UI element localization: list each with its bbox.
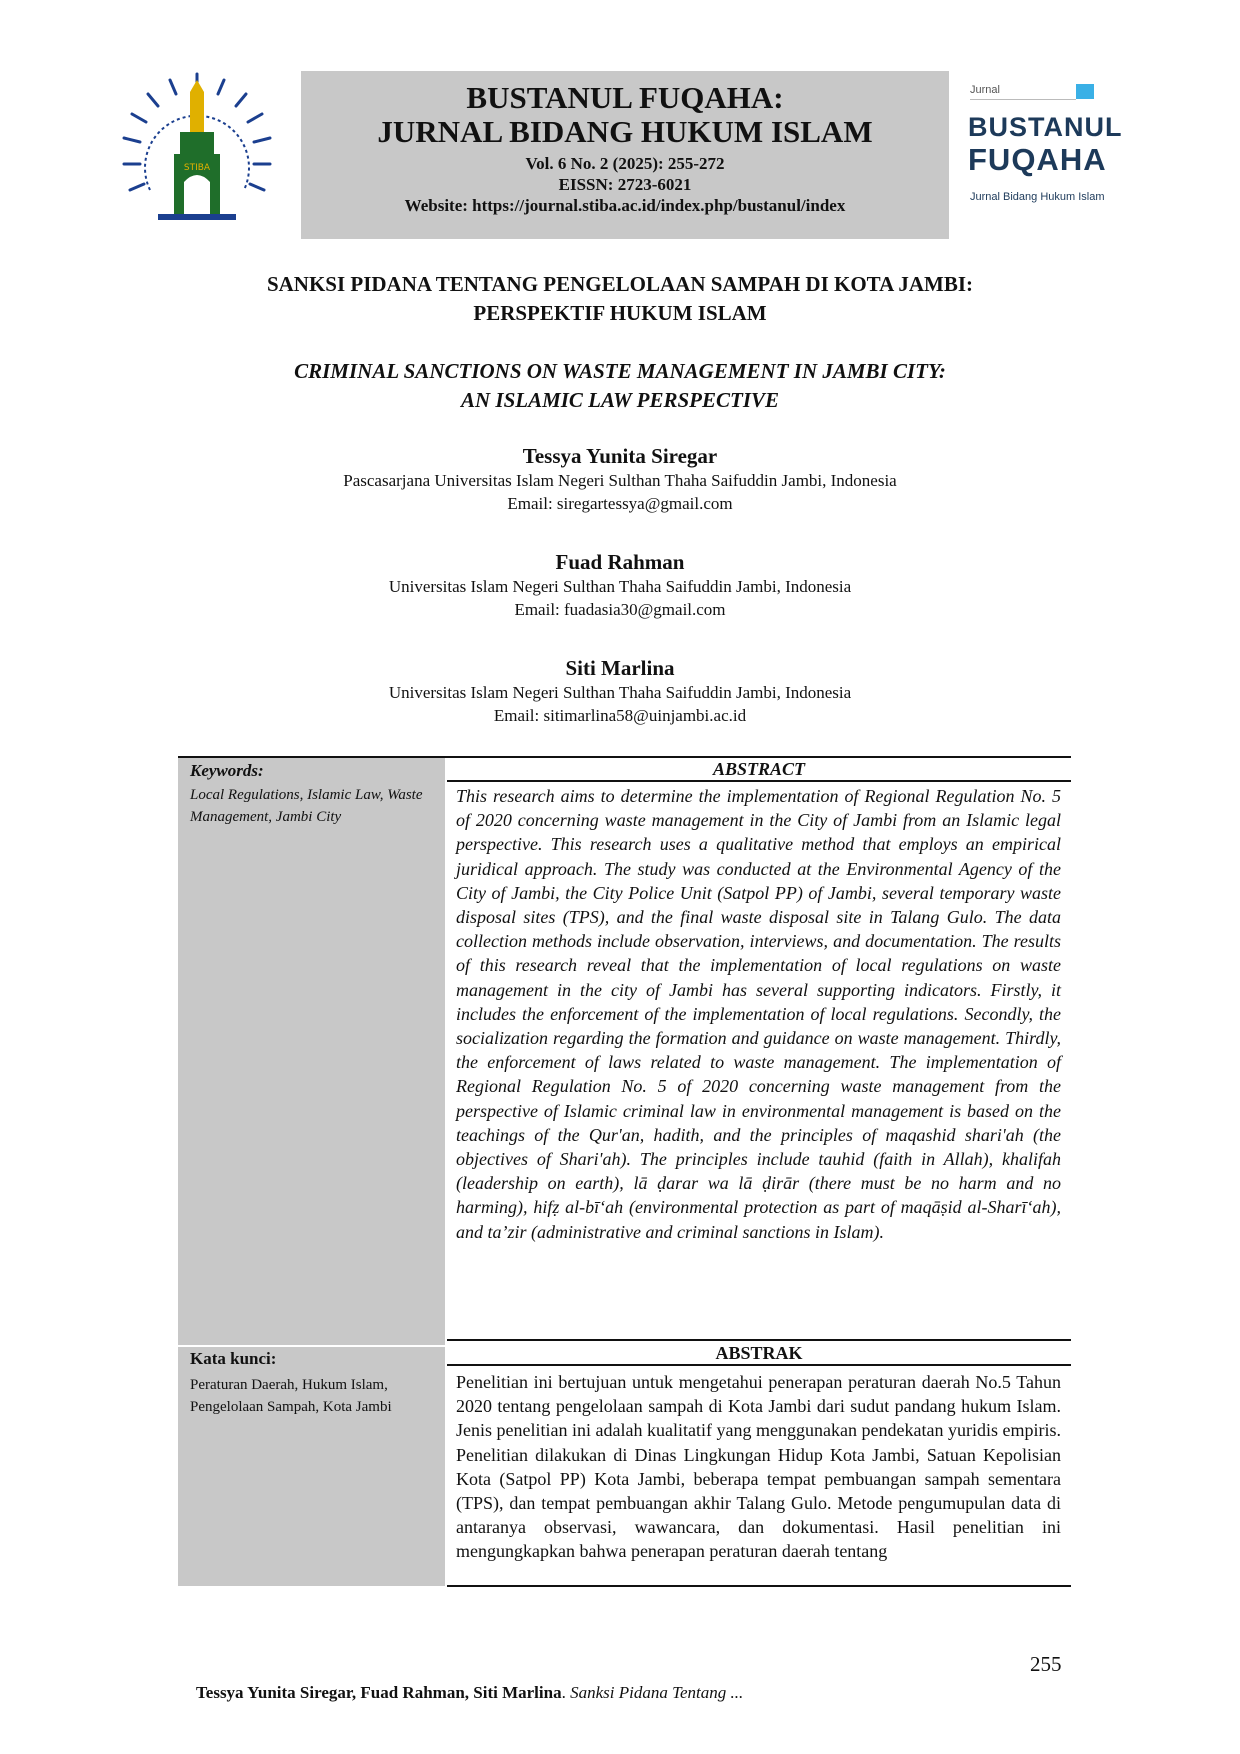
footer-short-title: Sanksi Pidana Tentang ... xyxy=(570,1683,744,1702)
author-name: Fuad Rahman xyxy=(555,550,685,574)
stiba-emblem-logo xyxy=(118,70,276,230)
title-id-line2: PERSPEKTIF HUKUM ISLAM xyxy=(473,301,767,325)
author-affiliation: Universitas Islam Negeri Sulthan Thaha Saifuddin Jambi, Indonesia xyxy=(388,683,852,702)
article-title-english xyxy=(150,357,1090,415)
abstract-bottom-rule xyxy=(447,1339,1071,1341)
journal-title-line1: BUSTANUL FUQAHA: xyxy=(466,80,784,115)
logo-word-2: FUQAHA xyxy=(968,142,1107,177)
page-number: 255 xyxy=(1030,1652,1062,1676)
logo-word-1: BUSTANUL xyxy=(968,112,1123,142)
title-en-line2: AN ISLAMIC LAW PERSPECTIVE xyxy=(460,388,780,412)
journal-website[interactable]: Website: https://journal.stiba.ac.id/index.php/bustanul/index xyxy=(404,196,846,215)
bustanul-fuqaha-logo xyxy=(960,80,1123,210)
author-email[interactable]: Email: siregartessya@gmail.com xyxy=(507,494,733,513)
journal-eissn: EISSN: 2723-6021 xyxy=(558,175,692,194)
author-email[interactable]: Email: fuadasia30@gmail.com xyxy=(514,600,726,619)
keywords-column xyxy=(178,758,445,1586)
title-id-line1: SANKSI PIDANA TENTANG PENGELOLAAN SAMPAH DI KOTA JAMBI: xyxy=(266,272,974,296)
abstract-text: This research aims to determine the implementation of Regional Regulation No. 5 of 2020 concerning waste management in the City of Jambi from an Islamic legal perspective. This research uses a qualitative method that employs an empirical juridical approach. The study was conducted at the Environmental Agency of the City of Jambi, the City Police Unit (Satpol PP) of Jambi, several temporary waste disposal sites (TPS), and the final waste disposal site in Talang Gulo. The data collection methods include observation, interviews, and documentation. The results of this research reveal that the implementation of local regulations on waste management in the city of Jambi has several supporting indicators. Firstly, it includes the enforcement of the implementation of local regulations. Secondly, the socialization regarding the formation and guidance on waste management. Thirdly, the enforcement of laws related to waste management. The implementation of Regional Regulation No. 5 of 2020 concerning waste management from the perspective of Islamic criminal law in environmental management is based on the teachings of the Qur'an, hadith, and the principles of maqashid shari'ah (the objectives of Shari'ah). The principles include tauhid (faith in Allah), khalifah (leadership on earth), lā ḍarar wa lā ḍirār (there must be no harm and no harming), hifẓ al-bīʻah (environmental protection as part of maqāṣid al-Sharīʻah), and ta’zir (administrative and criminal sanctions in Islam). xyxy=(456,786,1061,1242)
footer-authors: Tessya Yunita Siregar, Fuad Rahman, Siti Marlina xyxy=(196,1683,562,1702)
logo-accent-bar xyxy=(1076,84,1094,99)
abstrak-heading: ABSTRAK xyxy=(447,1342,1071,1366)
author-email[interactable]: Email: sitimarlina58@uinjambi.ac.id xyxy=(493,706,747,725)
author-block-1 xyxy=(150,443,1090,515)
abstrak-bottom-rule xyxy=(447,1585,1071,1587)
emblem-ring-text: STIBA xyxy=(183,163,211,173)
journal-volume: Vol. 6 No. 2 (2025): 255-272 xyxy=(525,154,725,173)
author-block-2 xyxy=(150,549,1090,621)
author-affiliation: Universitas Islam Negeri Sulthan Thaha Saifuddin Jambi, Indonesia xyxy=(388,577,852,596)
author-name: Tessya Yunita Siregar xyxy=(522,444,718,468)
kata-kunci-label: Kata kunci: xyxy=(190,1349,277,1368)
keywords-column-divider xyxy=(178,1345,445,1347)
author-affiliation: Pascasarjana Universitas Islam Negeri Sulthan Thaha Saifuddin Jambi, Indonesia xyxy=(343,471,897,490)
keywords-label: Keywords: xyxy=(190,761,264,780)
abstract-heading: ABSTRACT xyxy=(447,758,1071,782)
keywords-list: Local Regulations, Islamic Law, Waste Management, Jambi City xyxy=(190,787,423,825)
author-block-3 xyxy=(150,655,1090,727)
logo-rule xyxy=(970,99,1076,100)
journal-header xyxy=(301,71,949,239)
logo-subtitle: Jurnal Bidang Hukum Islam xyxy=(970,191,1105,203)
kata-kunci-list: Peraturan Daerah, Hukum Islam, Pengelolaan Sampah, Kota Jambi xyxy=(190,1377,392,1415)
title-en-line1: CRIMINAL SANCTIONS ON WASTE MANAGEMENT IN JAMBI CITY: xyxy=(294,359,946,383)
running-footer: Tessya Yunita Siregar, Fuad Rahman, Siti Marlina. Sanksi Pidana Tentang ... xyxy=(196,1683,744,1702)
journal-title-line2: JURNAL BIDANG HUKUM ISLAM xyxy=(377,114,873,149)
article-title-indonesian xyxy=(150,270,1090,328)
author-name: Siti Marlina xyxy=(565,656,675,680)
logo-small-label: Jurnal xyxy=(970,84,1000,96)
abstrak-text: Penelitian ini bertujuan untuk mengetahui penerapan peraturan daerah No.5 Tahun 2020 tentang pengelolaan sampah di Kota Jambi dari sudut pandang hukum Islam. Jenis penelitian ini adalah kualitatif yang menggunakan pendekatan yuridis empiris. Penelitian dilakukan di Dinas Lingkungan Hidup Kota Jambi, Satuan Kepolisian Kota (Satpol PP) Kota Jambi, beberapa tempat pembuangan sampah sementara (TPS), dan tempat pembuangan akhir Talang Gulo. Metode pengumupulan data di antaranya observasi, wawancara, dan dokumentasi. Hasil penelitian ini mengungkapkan bahwa penerapan peraturan daerah tentang xyxy=(456,1372,1061,1562)
